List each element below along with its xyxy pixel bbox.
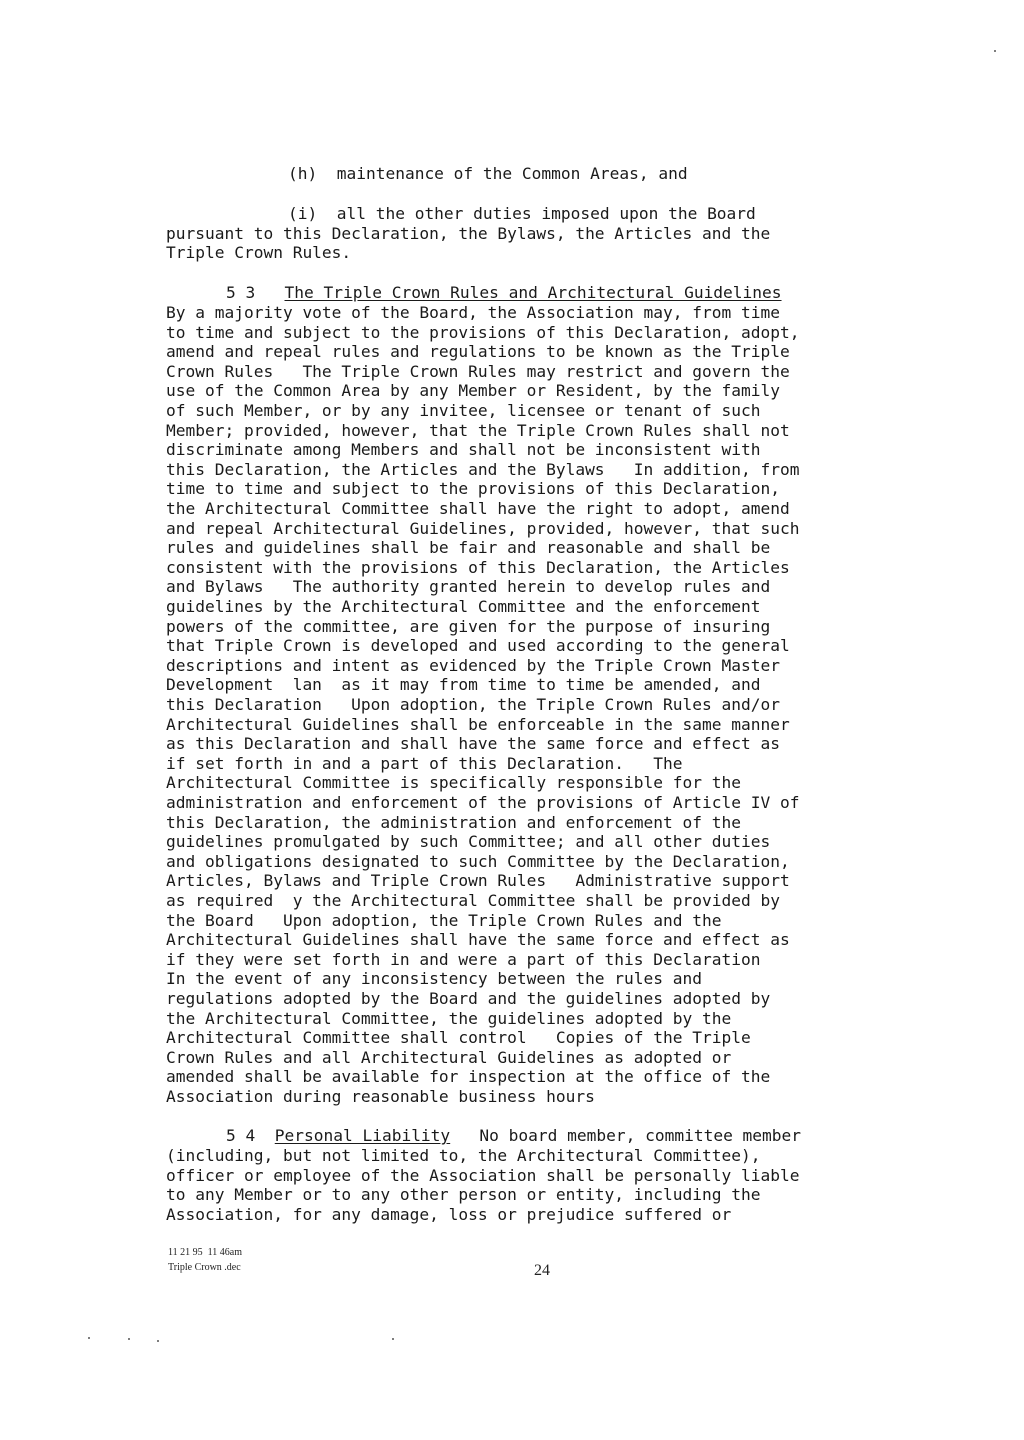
body-text-line: officer or employee of the Association shall be personally liable xyxy=(166,1165,800,1185)
body-text-line: Member; provided, however, that the Triple Crown Rules shall not xyxy=(166,420,790,440)
body-text-line: Association during reasonable business hours xyxy=(166,1087,595,1106)
footer-timestamp: 11 21 95 11 46am xyxy=(168,1247,242,1258)
scan-speck xyxy=(157,1340,159,1342)
body-text-line: In the event of any inconsistency between the rules and xyxy=(166,969,703,989)
section-5-3-heading-line xyxy=(226,283,782,303)
section-5-4-first-line: No board member, committee member xyxy=(450,1126,802,1145)
body-text-line: rules and guidelines shall be fair and reasonable and shall be xyxy=(166,538,771,558)
body-text-line: Crown Rules and all Architectural Guidelines as adopted or xyxy=(166,1047,732,1067)
body-text-line: Development lan as it may from time to time be amended, and xyxy=(166,675,761,695)
body-text-line: as this Declaration and shall have the same force and effect as xyxy=(166,734,780,754)
body-text-line: guidelines promulgated by such Committee; and all other duties xyxy=(166,832,771,852)
body-text-line: descriptions and intent as evidenced by the Triple Crown Master xyxy=(166,655,780,675)
section-5-4-number: 5 4 xyxy=(226,1126,256,1145)
body-text-line: discriminate among Members and shall not be inconsistent with xyxy=(166,440,761,460)
body-text-line: amended shall be available for inspection at the office of the xyxy=(166,1067,771,1087)
body-text-line: this Declaration, the Articles and the Bylaws In addition, from xyxy=(166,459,800,479)
body-text-line: Architectural Committee shall control Copies of the Triple xyxy=(166,1028,751,1048)
item-h: (h) maintenance of the Common Areas, and xyxy=(288,164,688,183)
body-text-line: Architectural Committee is specifically responsible for the xyxy=(166,773,741,793)
section-5-3-heading: The Triple Crown Rules and Architectural Guidelines xyxy=(284,283,782,302)
body-text-line: that Triple Crown is developed and used according to the general xyxy=(166,636,790,656)
body-text-line: use of the Common Area by any Member or Resident, by the family xyxy=(166,381,780,401)
section-5-3-number: 5 3 xyxy=(226,283,256,302)
body-text-line: this Declaration Upon adoption, the Triple Crown Rules and/or xyxy=(166,695,780,714)
body-text-line: consistent with the provisions of this Declaration, the Articles xyxy=(166,557,790,577)
footer-filename: Triple Crown .dec xyxy=(168,1262,241,1273)
body-text-line: the Architectural Committee shall have the right to adopt, amend xyxy=(166,499,790,518)
body-text-line: Articles, Bylaws and Triple Crown Rules Administrative support xyxy=(166,871,790,891)
section-5-4-heading-line xyxy=(226,1126,801,1146)
body-text-line: By a majority vote of the Board, the Association may, from time xyxy=(166,303,780,322)
body-text-line: powers of the committee, are given for the purpose of insuring xyxy=(166,616,771,636)
scan-speck xyxy=(128,1338,130,1340)
page-number: 24 xyxy=(534,1262,550,1279)
body-text-line: the Architectural Committee, the guidelines adopted by the xyxy=(166,1008,732,1028)
body-text-line: to any Member or to any other person or entity, including the xyxy=(166,1185,761,1205)
body-text-line: Crown Rules The Triple Crown Rules may restrict and govern the xyxy=(166,361,790,381)
body-text-line: and repeal Architectural Guidelines, provided, however, that such xyxy=(166,518,800,538)
item-i-line-2: pursuant to this Declaration, the Bylaws, the Articles and the xyxy=(166,224,771,243)
item-i-line-3: Triple Crown Rules. xyxy=(166,243,352,262)
scan-speck xyxy=(88,1337,90,1339)
body-text-line: Architectural Guidelines shall be enforceable in the same manner xyxy=(166,714,790,734)
body-text-line: regulations adopted by the Board and the guidelines adopted by xyxy=(166,989,771,1008)
body-text-line: of such Member, or by any invitee, licensee or tenant of such xyxy=(166,401,761,420)
body-text-line: administration and enforcement of the provisions of Article IV of xyxy=(166,793,800,812)
body-text-line: time to time and subject to the provisions of this Declaration, xyxy=(166,479,780,499)
body-text-line: the Board Upon adoption, the Triple Crown Rules and the xyxy=(166,910,722,930)
section-5-4-heading: Personal Liability xyxy=(274,1126,451,1145)
body-text-line: as required y the Architectural Committee shall be provided by xyxy=(166,891,780,910)
body-text-line: if they were set forth in and were a part of this Declaration xyxy=(166,949,761,969)
scan-speck xyxy=(392,1338,394,1340)
body-text-line: and obligations designated to such Committee by the Declaration, xyxy=(166,851,790,871)
scan-speck xyxy=(994,50,996,52)
body-text-line: if set forth in and a part of this Declaration. The xyxy=(166,753,683,773)
body-text-line: this Declaration, the administration and enforcement of the xyxy=(166,812,741,832)
body-text-line: Association, for any damage, loss or prejudice suffered or xyxy=(166,1204,732,1224)
body-text-line: (including, but not limited to, the Architectural Committee), xyxy=(166,1146,761,1165)
item-i-line-1: (i) all the other duties imposed upon the Board xyxy=(288,204,756,223)
body-text-line: amend and repeal rules and regulations to be known as the Triple xyxy=(166,342,790,362)
body-text-line: and Bylaws The authority granted herein to develop rules and xyxy=(166,577,771,597)
body-text-line: Architectural Guidelines shall have the same force and effect as xyxy=(166,930,790,950)
body-text-line: to time and subject to the provisions of this Declaration, adopt, xyxy=(166,322,800,342)
body-text-line: guidelines by the Architectural Committee and the enforcement xyxy=(166,597,761,616)
